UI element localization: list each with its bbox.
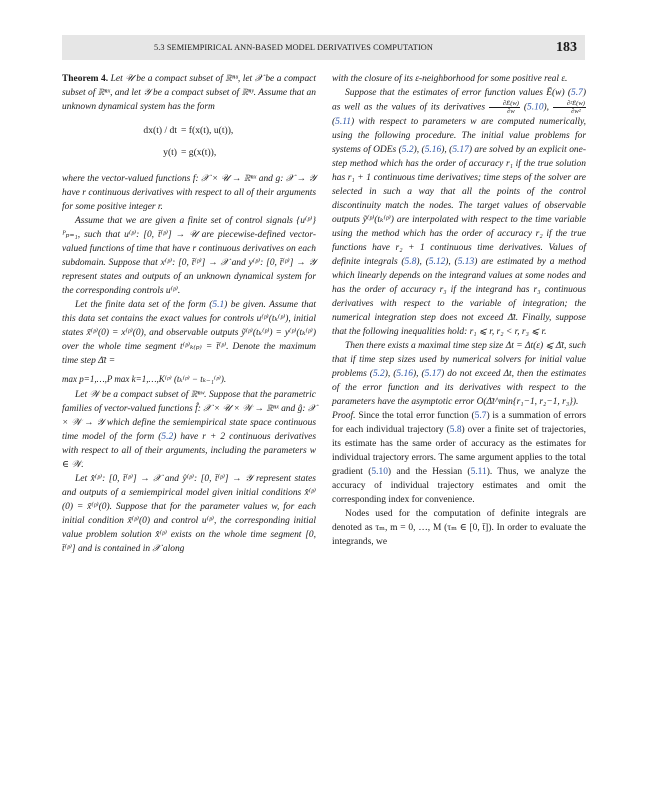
left-paragraph-1: where the vector-valued functions f: 𝒳 × 𝒰 → ℝⁿˣ and g: 𝒳 → 𝒴 have r continuous derivatives with respect to all of their arguments for some positive integer r. xyxy=(62,174,316,212)
proof-label: Proof. xyxy=(332,411,356,421)
left-paragraph-5: Let x̂⁽ᵖ⁾: [0, t̄⁽ᵖ⁾] → 𝒳 and ŷ⁽ᵖ⁾: [0, t̄⁽ᵖ⁾] → 𝒴 represent states and outputs of a semiempirical model given initial conditions x̂⁽ᵖ⁾(0) = x̃⁽ᵖ⁾(0). Suppose that for the parameter values w, for each initial condition x̃⁽ᵖ⁾(0) and control u⁽ᵖ⁾, the corresponding initial value problem solution x̂⁽ᵖ⁾ exists on the whole time segment [0, t̄⁽ᵖ⁾] and is contained in 𝒳 along xyxy=(62,474,316,554)
citation-link[interactable]: 5.16 xyxy=(424,145,442,155)
output-equation xyxy=(62,142,316,164)
state-equation-rhs: = f(x(t), u(t)), xyxy=(181,125,234,136)
rp3-text-b: ) do not exceed Δt, then the estimates of the error function and its derivatives with respect to the parameters have the asymptotic error O(Δ̄t^min{r₁−1, r₂−1, r₃}). xyxy=(332,369,586,407)
max-time-step-expression: max p=1,…,P max k=1,…,K⁽ᵖ⁾ (tₖ⁽ᵖ⁾ − tₖ₋₁⁽ᵖ⁾). xyxy=(62,374,227,384)
citation-link[interactable]: 5.1 xyxy=(212,300,225,310)
output-equation-lhs: y(t) xyxy=(163,147,177,158)
citation-link[interactable]: 5.17 xyxy=(424,369,442,379)
state-equation-lhs: dx(t) / dt xyxy=(143,125,177,136)
theorem-label: Theorem 4. xyxy=(62,74,109,84)
right-paragraph-1: with the closure of its ε-neighborhood for some positive real ε. xyxy=(332,74,568,84)
citation-link[interactable]: 5.11 xyxy=(335,117,351,127)
citation-link[interactable]: 5.7 xyxy=(474,411,487,421)
right-paragraph-3: Then there exists a maximal time step size Δt = Δt(ε) ⩽ Δ̄t, such that if time step sizes used by numerical solvers for initial value problems (5.2), (5.16), (5.17) do not exceed Δt, then the estimates of the error function and its derivatives with respect to the parameters have the asymptotic error O(Δ̄t^min{r₁−1, r₂−1, r₃}). xyxy=(332,341,586,407)
citation-link[interactable]: 5.12 xyxy=(428,257,446,267)
right-paragraph-2: Suppose that the estimates of error function values Ē(w) (5.7) as well as the values of its derivatives $\frac{\partial Ē(w)}{\partial w}$ (5.10), $\frac{\text{∂²Ē(w)}}{\text{∂w²}}$ (5.11) with respect to parameters w are computed numerically, using the following procedure. The initial value problems for systems of ODEs (5.2), (5.16), (5.17) are solved by an explicit one-step method which has the order of accuracy r₁ if the true solution has r₁ + 1 continuous time derivatives; time steps of the solver are selected in such a way that all the points of the control discontinuity match the nodes. The target values of observable outputs ỹ⁽ᵖ⁾(tₖ⁽ᵖ⁾) are interpolated with respect to the time variable using the method which has the order of accuracy r₂ if the true functions have r₂ + 1 continuous time derivatives. Values of definite integrals (5.8), (5.12), (5.13) are estimated by a method which linearly depends on the integrand values at some nodes and has the order of accuracy r₃ if the integrand has r₃ continuous derivatives with respect to the variable of integration; the numerical integration step does not exceed Δ̄t. Finally, suppose that the following inequalities hold: r₁ ⩽ r, r₂ < r, r₃ ⩽ r. xyxy=(332,88,586,337)
section-title: 5.3 SEMIEMPIRICAL ANN-BASED MODEL DERIVATIVES COMPUTATION xyxy=(154,43,433,52)
theorem-statement xyxy=(62,72,316,114)
theorem-intro: Let 𝒰 be a compact subset of ℝⁿᵘ, let 𝒳 be a compact subset of ℝⁿˣ, and let 𝒴 be a compact subset of ℝⁿʸ. Assume that an unknown dynamical system has the form xyxy=(62,74,316,112)
citation-link[interactable]: 5.8 xyxy=(404,257,417,267)
left-paragraph-4 xyxy=(62,388,316,472)
page-number: 183 xyxy=(556,39,577,55)
system-equations xyxy=(62,120,316,164)
running-header xyxy=(62,35,585,60)
citation-link[interactable]: 5.2 xyxy=(161,432,174,442)
output-equation-rhs: = g(x(t)), xyxy=(181,147,217,158)
rp2-text-d: ) are solved by an explicit one-step method which has the order of accuracy r₁ if the true solution has r₁ + 1 continuous time derivatives; time steps of the solver are selected in such a way that all the points of the control discontinuity match the nodes. The target values of observable outputs ỹ⁽ᵖ⁾(tₖ⁽ᵖ⁾) are interpolated with respect to the time variable using the method which has the order of accuracy r₂ if the true functions have r₂ + 1 continuous time derivatives. Values of definite integrals ( xyxy=(332,145,586,267)
citation-link[interactable]: 5.2 xyxy=(401,145,414,155)
p3-text-b: ) be given. Assume that this data set contains the exact values for controls u⁽ᵖ⁾(tₖ⁽ᵖ⁾), initial states x̃⁽ᵖ⁾(0) = x⁽ᵖ⁾(0), and observable outputs ỹ⁽ᵖ⁾(tₖ⁽ᵖ⁾) = y⁽ᵖ⁾(tₖ⁽ᵖ⁾) over the whole time segment t⁽ᵖ⁾ₖ₍ₚ₎ = t̄⁽ᵖ⁾. Denote the maximum time step Δ̄t = xyxy=(62,300,316,366)
citation-link[interactable]: 5.11 xyxy=(470,467,487,477)
rp2-text-c: ) with respect to parameters w are computed numerically, using the following procedure. The initial value problems for systems of ODEs ( xyxy=(332,117,586,155)
p3-text-a: Let the finite data set of the form ( xyxy=(75,300,213,310)
proof-paragraph-1: Proof. Since the total error function (5.7) is a summation of errors for each individual trajectory (5.8) over a finite set of trajectories, its estimate has the same order of accuracy as the estimates for individual trajectory errors. The same argument applies to the total gradient (5.10) and the Hessian (5.11). Thus, we analyze the accuracy of individual trajectory estimates and omit the corresponding index for convenience. xyxy=(332,411,586,505)
citation-link[interactable]: 5.17 xyxy=(452,145,469,155)
right-column xyxy=(332,72,586,549)
left-paragraph-3 xyxy=(62,298,316,368)
citation-link[interactable]: 5.13 xyxy=(457,257,475,267)
p4-text-a: Let 𝒲 be a compact subset of ℝⁿʷ. Suppose that the parametric families of vector-valued functions f̂: 𝒳 × 𝒰 × 𝒲 → ℝⁿˣ and ĝ: 𝒳 × 𝒲 → 𝒴 which define the semiempirical state space continuous time model of the form ( xyxy=(62,390,316,442)
rp2-text-e: ) are estimated by a method which linearly depends on the integrand values at some nodes and has the order of accuracy r₃ if the integrand has r₃ continuous derivatives with respect to the variable of integration; the numerical integration step does not exceed Δ̄t. Finally, suppose that the following inequalities hold: r₁ ⩽ r, r₂ < r, r₃ ⩽ r. xyxy=(332,257,586,337)
gradient-fraction: $\frac{\partial Ē(w)}{\partial w}$ xyxy=(489,100,520,115)
citation-link[interactable]: 5.8 xyxy=(449,425,462,435)
rp3-text-a: Then there exists a maximal time step size Δt = Δt(ε) ⩽ Δ̄t, such that if time step sizes used by numerical solvers for initial value problems ( xyxy=(332,341,586,379)
rp2-text-a: Suppose that the estimates of error function values Ē(w) ( xyxy=(345,88,572,98)
citation-link[interactable]: 5.7 xyxy=(571,88,583,98)
hessian-fraction: $\frac{\text{∂²Ē(w)}}{\text{∂w²}}$ xyxy=(553,100,586,115)
proof-paragraph-2: Nodes used for the computation of definite integrals are denoted as τₘ, m = 0, …, M (τₘ ∈ [0, t̄]). In order to evaluate the integrands, we xyxy=(332,509,586,547)
citation-link[interactable]: 5.16 xyxy=(396,369,413,379)
rp2-text-b: ) as well as the values of its derivatives xyxy=(332,88,586,113)
citation-link[interactable]: 5.2 xyxy=(372,369,385,379)
p4-text-b: ) have r + 2 continuous derivatives with respect to all of their arguments, including the parameters w ∈ 𝒲. xyxy=(62,432,317,470)
left-paragraph-2: Assume that we are given a finite set of control signals {u⁽ᵖ⁾}ᴾₚ₌₁, such that u⁽ᵖ⁾: [0, t̄⁽ᵖ⁾] → 𝒰 are piecewise-defined vector-valued functions of time that have r continuous derivatives on each subdomain. Suppose that x⁽ᵖ⁾: [0, t̄⁽ᵖ⁾] → 𝒳 and y⁽ᵖ⁾: [0, t̄⁽ᵖ⁾] → 𝒴 represent states and outputs of an unknown dynamical system for the corresponding controls u⁽ᵖ⁾. xyxy=(62,216,316,296)
citation-link[interactable]: 5.10 xyxy=(527,102,544,113)
state-equation xyxy=(62,120,316,142)
left-column xyxy=(62,72,316,556)
citation-link[interactable]: 5.10 xyxy=(371,467,388,477)
